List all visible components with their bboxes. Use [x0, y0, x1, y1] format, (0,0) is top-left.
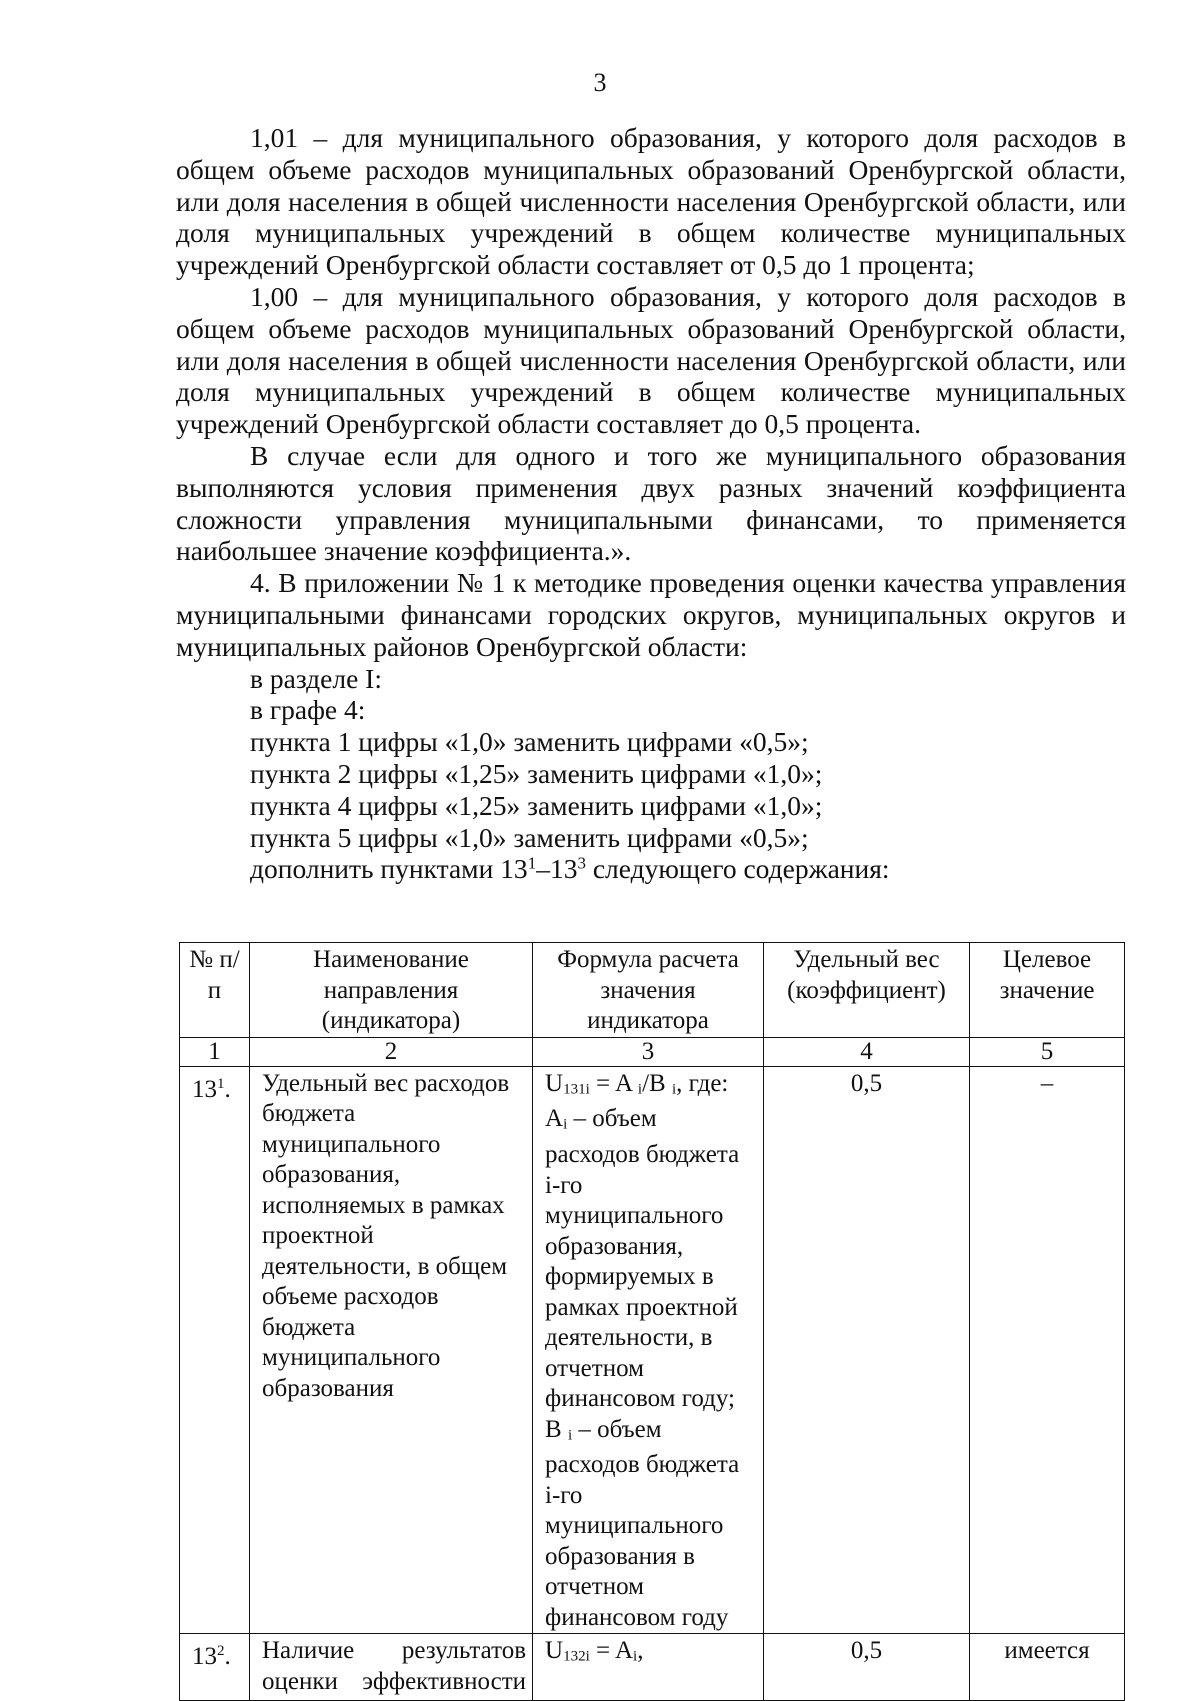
formula-text: – объем расходов бюджета i-го муниципального образования, формируемых в рамках проектной деятельности, в отчетном финансовом году; [545, 1105, 740, 1412]
subscript: i [671, 1080, 677, 1097]
column-number-cell: 5 [970, 1037, 1125, 1066]
paragraph [176, 853, 1126, 885]
superscript: 1 [527, 853, 537, 873]
formula-text: = A [589, 1069, 638, 1097]
column-number-cell: 3 [533, 1037, 764, 1066]
subscript: i [563, 1116, 568, 1133]
formula-text: = A [589, 1637, 634, 1665]
row-number-cell [180, 1634, 250, 1701]
column-number-cell: 4 [764, 1037, 970, 1066]
formula-cell [533, 1066, 764, 1634]
superscript: 2 [217, 1643, 225, 1660]
formula-text: B [545, 1415, 568, 1443]
row-number-dot: . [224, 1643, 231, 1671]
formula-text: , где: [676, 1069, 729, 1097]
weight-cell: 0,5 [764, 1066, 970, 1634]
paragraph: 1,01 – для муниципального образования, у которого доля расходов в общем объеме расходов муниципальных образований Оренбургской области, или доля населения в общей численности населения Оренбургской области, или доля муниципальных учреждений в общем количестве муниципальных учреждений Оренбургской области составляет от 0,5 до 1 процента; [176, 122, 1126, 281]
page-number: 3 [593, 68, 607, 97]
target-cell: имеется [970, 1634, 1125, 1701]
paragraph: пункта 1 цифры «1,0» заменить цифрами «0,5»; [250, 726, 809, 758]
paragraph: в графе 4: [250, 694, 366, 726]
row-number-cell [180, 1066, 250, 1634]
superscript: 1 [217, 1075, 225, 1092]
formula-text: – объем расходов бюджета i-го муниципального образования в отчетном финансовом году [545, 1415, 740, 1631]
header-cell: Формула расчета значения индикатора [533, 943, 764, 1038]
header-cell: Удельный вес (коэффициент) [764, 943, 970, 1038]
indicator-name-cell: Удельный вес расходов бюджета муниципального образования, исполняемых в рамках проектной деятельности, в общем объеме расходов бюджета муниципального образования [250, 1066, 533, 1634]
subscript: 132i [563, 1648, 590, 1665]
subscript: i [633, 1648, 638, 1665]
paragraph: пункта 2 цифры «1,25» заменить цифрами «1,0»; [250, 757, 823, 789]
row-number: 13 [192, 1643, 217, 1671]
paragraph: 4. В приложении № 1 к методике проведения оценки качества управления муниципальными финансами городских округов, муниципальных округов и муниципальных районов Оренбургской области: [176, 567, 1126, 662]
text-fragment: следующего содержания: [585, 853, 890, 885]
subscript: i [637, 1080, 643, 1097]
table-row [180, 1634, 1125, 1701]
paragraph: пункта 4 цифры «1,25» заменить цифрами «1,0»; [250, 789, 823, 821]
table-header-row [180, 943, 1125, 1038]
indicators-table [179, 942, 1125, 1701]
subscript: 131i [563, 1080, 590, 1097]
text-fragment: дополнить пунктами 13 [250, 853, 528, 885]
row-number: 13 [192, 1075, 217, 1103]
header-cell: № п/п [180, 943, 250, 1038]
paragraph: пункта 5 цифры «1,0» заменить цифрами «0,5»; [250, 821, 809, 853]
indicator-name: Наличие результатов оценки эффективности [262, 1637, 526, 1695]
header-cell: Целевое значение [970, 943, 1125, 1038]
indicator-name-cell [250, 1634, 533, 1701]
row-number-dot: . [224, 1075, 231, 1103]
formula-text: , [637, 1637, 644, 1665]
target-cell: – [970, 1066, 1125, 1634]
paragraph: 1,00 – для муниципального образования, у которого доля расходов в общем объеме расходов муниципальных образований Оренбургской области, или доля населения в общей численности населения Оренбургской области, или доля муниципальных учреждений в общем количестве муниципальных учреждений Оренбургской области составляет до 0,5 процента. [176, 280, 1126, 440]
column-number-cell: 2 [250, 1037, 533, 1066]
paragraph: В случае если для одного и того же муниципального образования выполняются условия применения двух разных значений коэффициента сложности управления муниципальными финансами, то применяется наибольшее значение коэффициента.». [176, 439, 1126, 567]
formula-text: A [545, 1105, 564, 1133]
formula-text: /B [642, 1069, 672, 1097]
weight-cell: 0,5 [764, 1634, 970, 1701]
column-number-cell: 1 [180, 1037, 250, 1066]
subscript: i [567, 1426, 573, 1443]
header-cell: Наименование направления (индикатора) [250, 943, 533, 1038]
superscript: 3 [577, 853, 586, 873]
column-number-row [180, 1037, 1125, 1066]
document-body [176, 122, 1126, 885]
paragraph: в разделе I: [250, 662, 382, 694]
formula-cell [533, 1634, 764, 1701]
formula-text: U [545, 1069, 564, 1097]
table-row [180, 1066, 1125, 1634]
formula-text: U [545, 1637, 564, 1665]
text-fragment: –13 [536, 853, 578, 885]
